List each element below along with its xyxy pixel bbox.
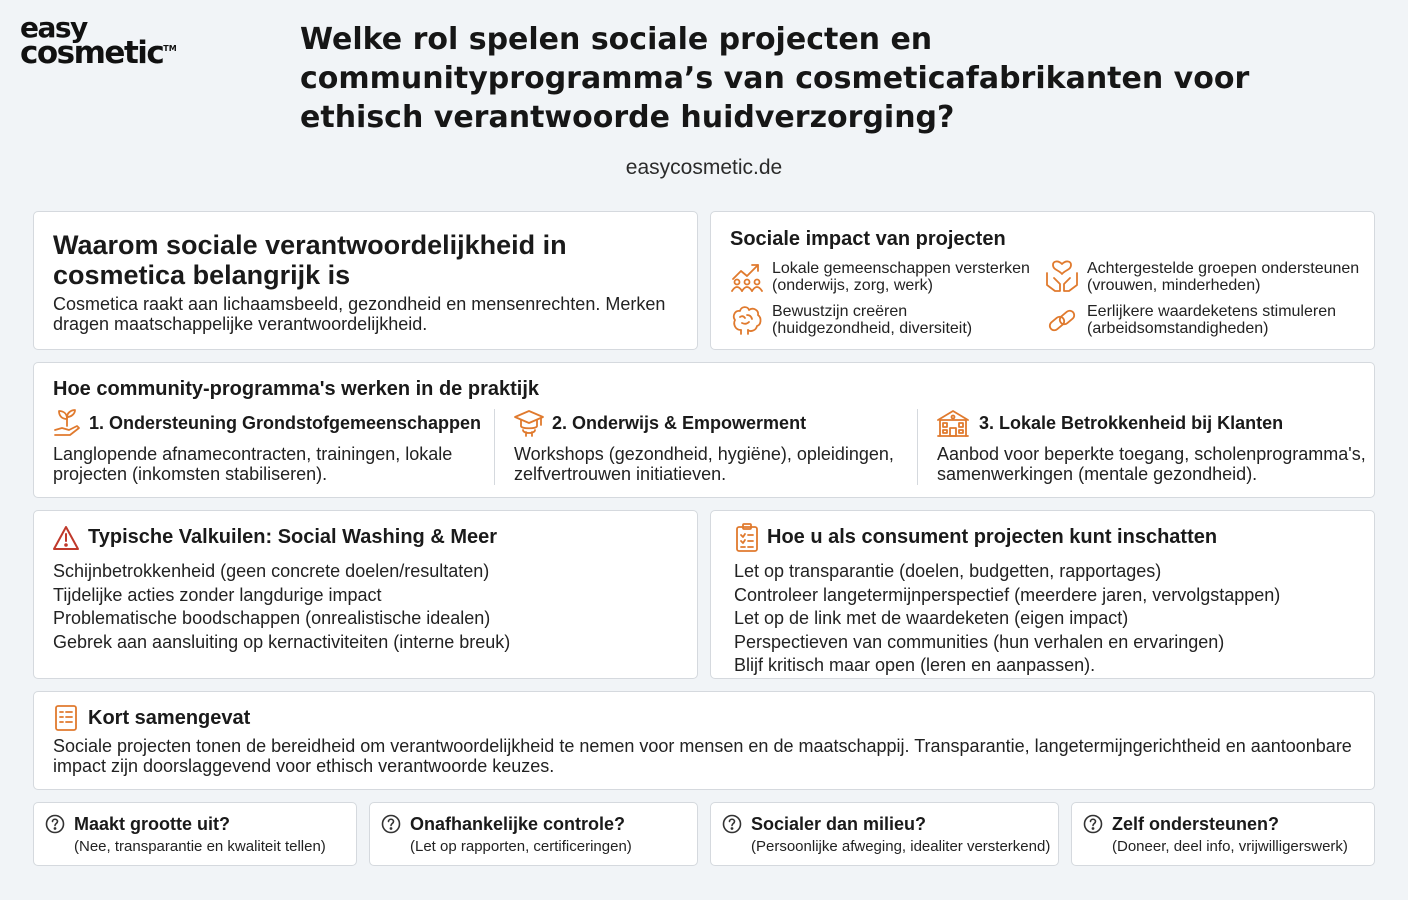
faq-card	[1071, 802, 1375, 866]
brand-logo-line2: cosmetic	[20, 35, 164, 72]
document-icon	[54, 704, 78, 732]
faq-answer: (Nee, transparantie en kwaliteit tellen)	[74, 838, 326, 855]
faq-question: Maakt grootte uit?	[74, 814, 230, 834]
heart-hands-icon	[1045, 259, 1079, 293]
list-item: Perspectieven van communities (hun verhalen en ervaringen)	[734, 631, 1225, 652]
warning-icon	[52, 525, 80, 551]
faq-answer: (Let op rapporten, certificeringen)	[410, 838, 632, 855]
site-url: easycosmetic.de	[625, 156, 783, 179]
list-item: Schijnbetrokkenheid (geen concrete doelen/resultaten)	[53, 561, 490, 581]
program-text: Aanbod voor beperkte toegang, scholenprogramma's, samenwerkingen (mentale gezondheid).	[937, 444, 1366, 484]
question-icon	[45, 814, 65, 834]
brand-logo	[20, 11, 177, 72]
faq-answer: (Doneer, deel info, vrijwilligerswerk)	[1112, 838, 1348, 855]
impact-item: Achtergestelde groepen ondersteunen (vrouwen, minderheden)	[1087, 260, 1360, 294]
building-icon	[936, 408, 970, 438]
growth-people-icon	[730, 262, 764, 292]
impact-card	[710, 211, 1375, 350]
pitfalls-title: Typische Valkuilen: Social Washing & Meer	[88, 526, 498, 548]
list-item: Blijf kritisch maar open (leren en aanpassen).	[734, 655, 1096, 675]
list-item: Problematische boodschappen (onrealistische idealen)	[53, 608, 491, 628]
list-item: Controleer langetermijnperspectief (meerdere jaren, vervolgstappen)	[734, 584, 1281, 605]
clipboard-checklist-icon	[735, 523, 759, 553]
why-text: Cosmetica raakt aan lichaamsbeeld, gezondheid en mensenrechten. Merken dragen maatschappelijke verantwoordelijkheid.	[53, 294, 666, 334]
why-title: Waarom sociale verantwoordelijkheid in cosmetica belangrijk is	[53, 230, 567, 290]
faq-card	[710, 802, 1059, 866]
impact-item: Eerlijkere waardeketens stimuleren (arbeidsomstandigheden)	[1087, 303, 1336, 337]
faq-question: Socialer dan milieu?	[751, 814, 927, 834]
question-icon	[722, 814, 742, 834]
faq-answer: (Persoonlijke afweging, idealiter versterkend)	[751, 838, 1051, 855]
chain-link-icon	[1046, 305, 1078, 337]
summary-card	[33, 691, 1375, 790]
divider	[494, 409, 495, 485]
summary-text: Sociale projecten tonen de bereidheid om verantwoordelijkheid te nemen voor mensen en de maatschappij. Transparantie, langetermijngerichtheid en aantoonbare impact zijn doorslaggevend voor ethisch verantwoorde keuzes.	[53, 736, 1352, 776]
why-card	[33, 211, 698, 350]
page-title: Welke rol spelen sociale projecten en communityprogramma’s van cosmeticafabrikanten voor ethisch verantwoorde huidverzorging?	[300, 22, 1250, 135]
faq-card	[369, 802, 698, 866]
brand-logo-tm: TM	[163, 44, 177, 54]
program-title: 1. Ondersteuning Grondstofgemeenschappen	[89, 413, 482, 433]
programs-title: Hoe community-programma's werken in de praktijk	[53, 378, 539, 400]
assess-list	[734, 560, 1280, 678]
faq-question: Zelf ondersteunen?	[1112, 814, 1280, 834]
divider	[917, 409, 918, 485]
impact-title: Sociale impact van projecten	[730, 228, 1006, 250]
summary-title: Kort samengevat	[88, 707, 251, 729]
program-title: 2. Onderwijs & Empowerment	[552, 413, 807, 433]
list-item: Let op transparantie (doelen, budgetten, rapportages)	[734, 561, 1162, 581]
faq-card	[33, 802, 357, 866]
list-item: Gebrek aan aansluiting op kernactiviteiten (interne breuk)	[53, 631, 511, 652]
question-icon	[1083, 814, 1103, 834]
pitfalls-card	[33, 510, 698, 679]
impact-item: Lokale gemeenschappen versterken (onderwijs, zorg, werk)	[772, 260, 1030, 294]
list-item: Let op de link met de waardeketen (eigen impact)	[734, 608, 1129, 628]
pitfalls-list	[53, 560, 510, 654]
graduation-cap-icon	[513, 408, 545, 438]
question-icon	[381, 814, 401, 834]
program-title: 3. Lokale Betrokkenheid bij Klanten	[979, 413, 1284, 433]
programs-card	[33, 362, 1375, 498]
list-item: Tijdelijke acties zonder langdurige impact	[53, 584, 382, 605]
impact-item: Bewustzijn creëren (huidgezondheid, diversiteit)	[772, 303, 973, 337]
brain-icon	[731, 304, 763, 336]
faq-question: Onafhankelijke controle?	[410, 814, 626, 834]
assess-card	[710, 510, 1375, 679]
program-text: Langlopende afnamecontracten, trainingen, lokale projecten (inkomsten stabiliseren).	[53, 444, 453, 484]
sprout-hand-icon	[53, 408, 81, 438]
brand-logo-line1: easy	[20, 11, 87, 44]
assess-title: Hoe u als consument projecten kunt inschatten	[767, 526, 1218, 548]
program-text: Workshops (gezondheid, hygiëne), opleidingen, zelfvertrouwen initiatieven.	[514, 444, 894, 484]
